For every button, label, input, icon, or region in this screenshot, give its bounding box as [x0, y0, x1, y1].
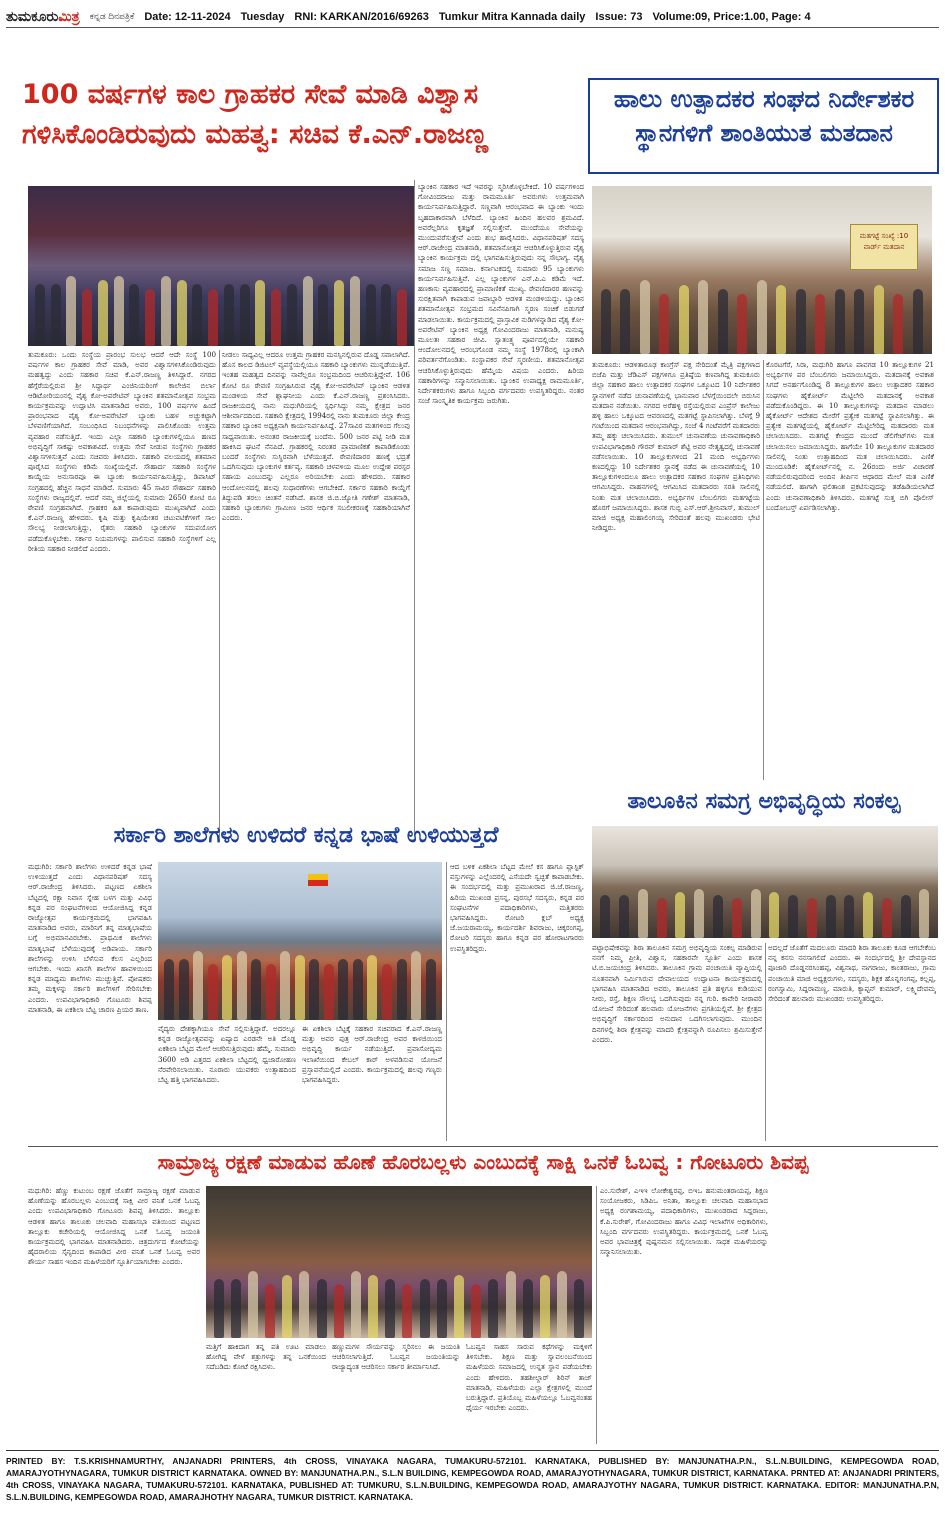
- issue-date: Date: 12-11-2024: [144, 10, 231, 23]
- polling-booth-sign: [850, 224, 918, 270]
- story5-column-3: ಹಣ್ಣುಮಗಳ ಸೌರ್ಯವನ್ನು ಸ್ಮರಿಸಲು ಈ ಜಯಂತಿ ಆಚರಿಸಲಾಗುತ್ತಿದೆ. ಓಬವ್ವನ ಜಯಂತಿಯನ್ನು ರಾಜ್ಯಾದ್ಯಂತ ಆಚರಿಸಲು ಸರ್ಕಾರ ತೀರ್ಮಾನಿಸಿದೆ.: [332, 1342, 460, 1372]
- story2-column-1: ತುಮಕೂರು: ಆಡಳಿತಾರೂಢ ಕಾಂಗ್ರೆಸ್ ಪಕ್ಷ ಸೇರಿದಂತೆ ಮೈತ್ರಿ ಪಕ್ಷಗಳಾದ ಬಿಜೆಪಿ ಮತ್ತು ಜೆಡಿಎಸ್ ಪಕ್ಷಗಳಿಗೂ ಪ್ರತಿಷ್ಠೆಯ ಕಣವಾಗಿದ್ದ ತುಮಕೂರು ಜಿಲ್ಲಾ ಸಹಕಾರ ಹಾಲು ಉತ್ಪಾದಕರ ಸಂಘಗಳ ಒಕ್ಕೂಟದ 10 ನಿರ್ದೇಶಕರ ಸ್ಥಾನಗಳಿಗೆ ನಡೆದ ಚುನಾವಣೆಯಲ್ಲಿ ಭಾನುವಾರ ಬೆಳಗ್ಗೆಯಿಂದಲೇ ಬಿರುಸಿನ ಮತದಾನ ನಡೆಯಿತು. ನಗರದ ಅರೆಹಳ್ಳಿ ರಸ್ತೆಯಲ್ಲಿರುವ ಎಂಪ್ರೆಸ್ ಕಾಲೇಜು ಹಳ್ಳಿ ಹಾಲು ಒಕ್ಕೂಟದ ಆವರಣದಲ್ಲಿ ಮತಗಟ್ಟೆ ಸ್ಥಾಪಿಸಲಾಗಿತ್ತು. ಬೆಳಗ್ಗೆ 9 ಗಂಟೆಯಿಂದ ಮತದಾನ ಆರಂಭವಾಗಿದ್ದು, ಸಂಜೆ 4 ಗಂಟೆವರೆಗೆ ಮತದಾರರು ತಮ್ಮ ಹಕ್ಕು ಚಲಾಯಿಸಿದರು. ತುಮುಲ್ ಚುನಾವಣೆಯ ಚುನಾವಣಾಧಿಕಾರಿ ಉಪವಿಭಾಗಾಧಿಕಾರಿ ಗೌರವ್ ಕುಮಾರ್ ಶೆಟ್ಟಿ ಅವರ ನೇತೃತ್ವದಲ್ಲಿ ಚುನಾವಣೆ ನಡೆಸಲಾಯಿತು. 10 ತಾಲ್ಲೂಕುಗಳಿಂದ 21 ಮಂದಿ ಅಭ್ಯರ್ಥಿಗಳು ಕಣದಲ್ಲಿದ್ದು 10 ನಿರ್ದೇಶಕರ ಸ್ಥಾನಕ್ಕೆ ನಡೆದ ಈ ಚುನಾವಣೆಯಲ್ಲಿ 10 ತಾಲ್ಲೂಕುಗಳಿಂದಲೂ ಹಾಲು ಉತ್ಪಾದಕರ ಸಹಕಾರ ಸಂಘಗಳ ಪ್ರತಿನಿಧಿಗಳು ಆಗಮಿಸಿದ್ದರು. ವಾಹನಗಳಲ್ಲಿ ಆಗಮಿಸಿದ ಮತದಾರರು ಸರತಿ ಸಾಲಿನಲ್ಲಿ ನಿಂತು ಮತ ಚಲಾಯಿಸಿದರು. ಅಭ್ಯರ್ಥಿಗಳ ಬೆಂಬಲಿಗರು ಮತಗಟ್ಟೆಯ ಹೊರಗೆ ಜಮಾಯಿಸಿದ್ದರು. ಶಾಸಕ ಗುಬ್ಬಿ ಎಸ್.ಆರ್.ಶ್ರೀನಿವಾಸ್, ತುಮುಲ್ ಮಾಜಿ ಅಧ್ಯಕ್ಷ ಮಹಾಲಿಂಗಯ್ಯ ಸೇರಿದಂತೆ ಹಲವು ಮುಖಂಡರು ಭೇಟಿ ನೀಡಿದ್ದರು.: [592, 360, 760, 533]
- story5-column-6: [772, 1186, 936, 1444]
- polling-sign-line2: ವಾರ್ಡ್ ಮತದಾನ: [863, 243, 905, 251]
- rni-number: RNI: KARKAN/2016/69263: [294, 10, 429, 23]
- column-divider: [596, 1186, 597, 1444]
- story4-column-4: ಆದ ಬಳಿಕ ಏಕಶಿಲಾ ಬೆಟ್ಟದ ಮೇಲೆ ಕಸ ಹಾಗೂ ಪ್ಲಾಸ್ಟಿಕ್ ವಸ್ತುಗಳನ್ನು ಎಲ್ಲೆಂದರಲ್ಲಿ ಎಸೆಯದೇ ಸ್ವಚ್ಛತೆ ಕಾಪಾಡಬೇಕು. ಈ ಸಂದರ್ಭದಲ್ಲಿ ಮತ್ತು ಪ್ರಮುಖರಾದ ಜಿ.ಜೆ.ರಾಜಣ್ಣ, ಹಿರಿಯ ಮುಖಂಡ ಪ್ರಸನ್ನ, ಪುರಸಭೆ ಸದಸ್ಯರು, ಕನ್ನಡ ಪರ ಸಂಘಟನೆಗಳ ಪದಾಧಿಕಾರಿಗಳು, ಮತ್ತಿತರರು ಭಾಗವಹಿಸಿದ್ದರು. ರೋಟರಿ ಕ್ಲಬ್ ಅಧ್ಯಕ್ಷ ಜೆ.ಜಯರಾಮಯ್ಯ, ಕಾರ್ಯದರ್ಶಿ ಶಿವರಾಜು, ಚಿಕ್ಕರಂಗಪ್ಪ, ರೋಟರಿ ಸದಸ್ಯರು ಹಾಗೂ ಕನ್ನಡ ಪರ ಹೋರಾಟಗಾರರು ಉಪಸ್ಥಿತರಿದ್ದರು.: [450, 862, 584, 953]
- masthead: [6, 6, 939, 28]
- section-divider: [28, 1146, 938, 1147]
- column-divider: [414, 180, 415, 837]
- tagline: ಕನ್ನಡ ದಿನಪತ್ರಿಕೆ: [89, 11, 135, 21]
- polling-sign-line1: ಮತಗಟ್ಟೆ ಸಂಖ್ಯೆ :10: [859, 232, 909, 240]
- story3-headline: ತಾಲೂಕಿನ ಸಮಗ್ರ ಅಭಿವೃದ್ಧಿಯ ಸಂಕಲ್ಪ: [627, 789, 901, 814]
- issue-day: Tuesday: [240, 10, 285, 23]
- issue-number: Issue: 73: [595, 10, 643, 23]
- story5-column-4: ಓಬವ್ವನ ಸಾಹಸ ಸಾರುವ ಕಥೆಗಳನ್ನು ಮಕ್ಕಳಿಗೆ ತಿಳಿಸಬೇಕು. ಶಿಕ್ಷಣ ಮತ್ತು ಸ್ವಾವಲಂಬನೆಯಿಂದ ಮಹಿಳೆಯರು ಸಮಾಜದಲ್ಲಿ ಉನ್ನತ ಸ್ಥಾನ ಪಡೆಯಬೇಕು ಎಂದು ಹೇಳಿದರು. ತಹಶೀಲ್ದಾರ್ ಶಿರಿನ್ ತಾಜ್ ಮಾತನಾಡಿ, ಮಹಿಳೆಯರು ಎಲ್ಲಾ ಕ್ಷೇತ್ರಗಳಲ್ಲಿ ಮುಂದೆ ಬರುತ್ತಿದ್ದಾರೆ. ಪ್ರತಿಯೊಬ್ಬ ಮಹಿಳೆಯಲ್ಲೂ ಓಬವ್ವನಂತಹ ಧೈರ್ಯ ಇರಬೇಕು ಎಂದರು.: [466, 1342, 592, 1413]
- logo-text-left: ತುಮಕೂರು: [6, 8, 59, 24]
- imprint-line: PRINTED BY: T.S.KRISHNAMURTHY, ANJANADRI PRINTERS, 4th CROSS, VINAYAKA NAGARA, TUMAKURU-572101. KARNATAKA, PUBLISHED BY: MANJUNATHA.P.N., S.L.N.BUILDING, KEMPEGOWDA ROAD, AMARAJYOTHYNAGARA, TUMKUR DISTRICT KARNATAKA. OWNED BY: MANJUNATHA.P.N., S.L.N BUILDING, KEMPEGOWDA ROAD, AMARAJYOTHYNAGARA, TUMKUR DISTRICT, KARNATAKA. PRNTED AT: ANJANADRI PRINTERS, 4th CROSS, VINAYAKA NAGARA, TUMAKURU-572101. KARNATAKA, PUBLISHED AT: TUMKURU, S.L.N.BUILDING, KEMPEGOWDA ROAD, AMARAJYOTHY NAGARA, TUMKUR DISTRICT. KARNATAKA. EDITOR: MANJUNATHA.P.N, S.L.N.BUILDING, KEMPEGOWDA ROAD, AMARAJHOTHY NAGARA, TUMKUR DISTRICT. KARNATAKA.: [6, 1450, 939, 1520]
- volume-price-page: Volume:09, Price:1.00, Page: 4: [652, 10, 811, 23]
- newspaper-logo: [6, 8, 80, 25]
- paper-name: Tumkur Mitra Kannada daily: [438, 10, 586, 23]
- story1-column-2: ನೀಡಲು ಸಾಧ್ಯವಿಲ್ಲ ಆದರೂ ಉತ್ತಮ ಗ್ರಾಹಕರ ಮನಸ್ಸಿನಲ್ಲಿರುವ ದೊಡ್ಡ ಸವಾಲಾಗಿದೆ. ಹೊಸ ಕಾಲದ ಡಿಜಿಟಲ್ ವ್ಯವಸ್ಥೆಯಲ್ಲಿಯೂ ಸಹಕಾರಿ ಬ್ಯಾಂಕುಗಳು ಮುನ್ನಡೆಯುತ್ತಿವೆ. ಇಂತಹ ಮಹತ್ವದ ದಿನವನ್ನು ನಾವೆಲ್ಲರೂ ಸಂಭ್ರಮದಿಂದ ಆಚರಿಸುತ್ತಿದ್ದೇವೆ. 106 ಕೋಟಿ ರೂ ಠೇವಣಿ ಸಂಗ್ರಹಿಸಿರುವ ವೈಶ್ಯ ಕೋ-ಅಪರೇಟಿವ್ ಬ್ಯಾಂಕಿನ ಆಡಳಿತ ಮಂಡಳಿಯ ಸೇವೆ ಶ್ಲಾಘನೀಯ ಎಂದು ಕೆ.ಎನ್.ರಾಜಣ್ಣ ಪ್ರಶಂಸಿಸಿದರು. ರಾಜಕೀಯದಲ್ಲಿ ನಾನು ಮಧುಗಿರಿಯಲ್ಲಿ ಸ್ಪರ್ಧಿಸಿದ್ದು ನಮ್ಮ ಕ್ಷೇತ್ರದ ಜನರ ಆಶೀರ್ವಾದದಿಂದ. ಸಹಕಾರಿ ಕ್ಷೇತ್ರದಲ್ಲಿ 1994ರಲ್ಲಿ ನಾನು ತುಮಕೂರು ಜಿಲ್ಲಾ ಕೇಂದ್ರ ಸಹಕಾರ ಬ್ಯಾಂಕಿನ ಅಧ್ಯಕ್ಷನಾಗಿ ಕಾರ್ಯನಿರ್ವಹಿಸಿದ್ದೆ. 27ಸಾವಿರ ಮತಗಳಿಂದ ಗೆಲುವು ಸಾಧ್ಯವಾಯಿತು. ಅನಂತರ ರಾಜಕೀಯಕ್ಕೆ ಬಂದೆನು. 500 ಜನರ ಪಟ್ಟಿ ನೀಡಿ ಮತ ಹಾಕಿಸಿದ ಘಟನೆ ನೆನಪಿದೆ. ಗ್ರಾಹಕರಲ್ಲಿ ನಿರಂತರ ಪ್ರಾಮಾಣಿಕತೆ ಕಾಪಾಡಿಕೊಂಡು ಬಂದರೆ ಸಂಸ್ಥೆಗಳು ಸುಸ್ಥಿರವಾಗಿ ಬೆಳೆಯುತ್ತವೆ. ಠೇವಣಿದಾರರ ಹಣಕ್ಕೆ ಭದ್ರತೆ ಒದಗಿಸುವುದು ಬ್ಯಾಂಕುಗಳ ಕರ್ತವ್ಯ. ಸಹಕಾರಿ ಚಳವಳಿಯ ಮೂಲ ಉದ್ದೇಶ ಪರಸ್ಪರ ಸಹಾಯ ಎಂಬುದನ್ನು ಎಲ್ಲರೂ ಅರಿಯಬೇಕು ಎಂದು ಹೇಳಿದರು. ಸಹಕಾರ ಆಂದೋಲನದಲ್ಲಿ ಹಲವು ಸುಧಾರಣೆಗಳು ಆಗಬೇಕಿದೆ. ಸರ್ಕಾರ ಸಹಕಾರಿ ಕಾಯ್ದೆಗೆ ತಿದ್ದುಪಡಿ ತರಲು ಚಿಂತನೆ ನಡೆಸಿದೆ. ಶಾಸಕ ಜಿ.ಬಿ.ಜ್ಯೋತಿ ಗಣೇಶ್ ಮಾತನಾಡಿ, ಸಹಕಾರಿ ಬ್ಯಾಂಕುಗಳು ಗ್ರಾಮೀಣ ಜನರ ಆರ್ಥಿಕ ಸಬಲೀಕರಣಕ್ಕೆ ಸಹಕಾರಿಯಾಗಿವೆ ಎಂದರು.: [222, 350, 410, 523]
- column-divider: [765, 943, 766, 1141]
- story5-headline: ಸಾಮ್ರಾಜ್ಯ ರಕ್ಷಣೆ ಮಾಡುವ ಹೊಣೆ ಹೊರಬಲ್ಲಳು ಎಂಬುದಕ್ಕೆ ಸಾಕ್ಷಿ ಒನಕೆ ಓಬವ್ವ : ಗೋಟೂರು ಶಿವಪ್ಪ: [157, 1150, 809, 1174]
- story1-photo-bank-centenary: [28, 186, 414, 346]
- story5-column-5: ಎಂ.ಸುರೇಶ್, ಎಇಇ ಲೋಕೇಶ್ವರಪ್ಪ, ಬಿಇಒ ಹನುಮಂತರಾಯಪ್ಪ, ಶಿಕ್ಷಣ ಸಂಯೋಜಕರು, ಸಿಡಿಪಿಒ ಅನಿತಾ, ತಾಲ್ಲೂಕು ಚಲವಾದಿ ಮಹಾಸಭಾದ ಅಧ್ಯಕ್ಷ ರಂಗಶಾಮಯ್ಯ, ಪದಾಧಿಕಾರಿಗಳು, ಮುಖಂಡರಾದ ಸಿದ್ದರಾಜು, ಕೆ.ಪಿ.ಸುರೇಶ್, ಗೋವಿಂದರಾಜು ಹಾಗೂ ವಿವಿಧ ಇಲಾಖೆಗಳ ಅಧಿಕಾರಿಗಳು, ಸಿಬ್ಬಂದಿ ವರ್ಗದವರು ಉಪಸ್ಥಿತರಿದ್ದರು. ಕಾರ್ಯಕ್ರಮದಲ್ಲಿ ಒನಕೆ ಓಬವ್ವ ಅವರ ಭಾವಚಿತ್ರಕ್ಕೆ ಪುಷ್ಪನಮನ ಸಲ್ಲಿಸಲಾಯಿತು. ಸಾಧಕ ಮಹಿಳೆಯರನ್ನು ಸನ್ಮಾನಿಸಲಾಯಿತು.: [600, 1186, 768, 1257]
- story4-photo-hilltop-group: [158, 862, 442, 1020]
- story4-headline: ಸರ್ಕಾರಿ ಶಾಲೆಗಳು ಉಳಿದರೆ ಕನ್ನಡ ಭಾಷೆ ಉಳಿಯುತ್ತದೆ: [113, 823, 499, 848]
- story5-photo-obavva-jayanti: [206, 1186, 592, 1338]
- story3-column-1: ಪಟ್ಟಾಭಿಷೇಕವನ್ನು ಶಿರಾ ತಾಲೂಕಿನ ಸಮಗ್ರ ಅಭಿವೃದ್ಧಿಯ ಸಂಕಲ್ಪ ಮಾಡಿರುವ ನನಗೆ ನಿಮ್ಮ ಪ್ರೀತಿ, ವಿಶ್ವಾಸ, ಸಹಕಾರವೇ ಸ್ಫೂರ್ತಿ ಎಂದು ಶಾಸಕ ಟಿ.ಬಿ.ಜಯಚಂದ್ರ ತಿಳಿಸಿದರು. ತಾಲೂಕಿನ ಗ್ರಾಮ ಪಂಚಾಯಿತಿ ವ್ಯಾಪ್ತಿಯಲ್ಲಿ ನೂತನವಾಗಿ ನಿರ್ಮಿಸಿರುವ ದೇವಾಲಯದ ಉದ್ಘಾಟನಾ ಕಾರ್ಯಕ್ರಮದಲ್ಲಿ ಭಾಗವಹಿಸಿ ಮಾತನಾಡಿದ ಅವರು, ತಾಲೂಕಿನ ಪ್ರತಿ ಹಳ್ಳಿಗೂ ಕುಡಿಯುವ ನೀರು, ರಸ್ತೆ, ಶಿಕ್ಷಣ ಸೌಲಭ್ಯ ಒದಗಿಸುವುದು ನನ್ನ ಗುರಿ. ಕಾವೇರಿ ನೀರಾವರಿ ಯೋಜನೆ ಸೇರಿದಂತೆ ಹಲವಾರು ಯೋಜನೆಗಳು ಪ್ರಗತಿಯಲ್ಲಿವೆ. ಶ್ರೀ ಕ್ಷೇತ್ರದ ಅಭಿವೃದ್ಧಿಗೆ ಸರ್ಕಾರದಿಂದ ಅನುದಾನ ಒದಗಿಸಲಾಗುವುದು. ಮುಂದಿನ ದಿನಗಳಲ್ಲಿ ಶಿರಾ ಕ್ಷೇತ್ರವನ್ನು ಮಾದರಿ ಕ್ಷೇತ್ರವನ್ನಾಗಿ ರೂಪಿಸಲು ಶ್ರಮಿಸುತ್ತೇನೆ ಎಂದರು.: [592, 943, 762, 1044]
- story1-column-1: ತುಮಕೂರು: ಒಂದು ಸಂಸ್ಥೆಯ ಪ್ರಾರಂಭ ಸುಲಭ ಆದರೆ ಆದೇ ಸಂಸ್ಥೆ 100 ವರ್ಷಗಳ ಕಾಲ ಗ್ರಾಹಕರ ಸೇವೆ ಮಾಡಿ, ಅವರ ವಿಶ್ವಾಸಗಳಿಸಿಕೊಂಡಿರುವುದು ಮಹತ್ವದ್ದು ಎಂದು ಸಹಕಾರ ಸಚಿವ ಕೆ.ಎನ್.ರಾಜಣ್ಣ ತಿಳಿಸಿದ್ದಾರೆ. ನಗರದ ಹೆಗ್ಗೆರೆಯಲ್ಲಿರುವ ಶ್ರೀ ಸಿದ್ದಾರ್ಥ ಎಂಜಿನಿಯರಿಂಗ್ ಕಾಲೇಜಿನ ಬಿರ್ಲಾ ಆಡಿಟೋರಿಯಂನಲ್ಲಿ ವೈಶ್ಯ ಕೋ-ಅಪರೇಟಿವ್ ಬ್ಯಾಂಕಿನ ಶತಮಾನೋತ್ಸವ ಸಂಭ್ರಮ ಕಾರ್ಯಕ್ರಮವನ್ನು ಉದ್ಘಾಟಿಸಿ ಮಾತನಾಡಿದ ಅವರು, 100 ವರ್ಷಗಳ ಹಿಂದೆ ಪ್ರಾರಂಭವಾದ ವೈಶ್ಯ ಕೋ-ಅಪರೇಟಿವ್ ಬ್ಯಾಂಕು ಬಹಳ ಅಚ್ಚುಕಟ್ಟಾಗಿ ಬೆಳವಣಿಗೆಯಾಗಿದೆ. ಸಂಬಂಧಿಸಿದ ನಿಬಂಧನೆಗಳನ್ನು ಪಾಲಿಸಿಕೊಂಡು ಉತ್ತಮ ವ್ಯವಹಾರ ನಡೆಸುತ್ತಿದೆ. ಇಂದು ಎಲ್ಲಾ ಸಹಕಾರಿ ಬ್ಯಾಂಕುಗಳಲ್ಲಿಯೂ ಹಣದ ಅಭಿವೃದ್ಧಿಗೆ ಸಾಕಷ್ಟು ಅವಕಾಶವಿದೆ. ಉತ್ತಮ ಸೇವೆ ನೀಡುವ ಸಂಸ್ಥೆಗಳು ಗ್ರಾಹಕರ ವಿಶ್ವಾಸಗಳಿಸುತ್ತವೆ ಎಂದು ಸಚಿವರು ತಿಳಿಸಿದರು. ಸಹಕಾರಿ ವಲಯದಲ್ಲಿ ಶತಮಾನ ಪೂರೈಸಿದ ಸಂಸ್ಥೆಗಳು ಕಡಿಮೆ ಸಂಖ್ಯೆಯಲ್ಲಿವೆ. ಸೌಹಾರ್ದ ಸಹಕಾರಿ ಸಂಸ್ಥೆಗಳ ಕಾಯ್ದೆಯ ಅನುಸಾರವೂ ಈ ಬ್ಯಾಂಕು ಕಾರ್ಯನಿರ್ವಹಿಸುತ್ತಿದ್ದು, ಡಿಪಾಸಿಟ್ ಸಂಗ್ರಹದಲ್ಲಿ ಹೆಚ್ಚಿನ ಸಾಧನೆ ಮಾಡಿದೆ. ಸುಮಾರು 45 ಸಾವಿರ ಸೌಹಾರ್ದ ಸಹಕಾರಿ ಸಂಸ್ಥೆಗಳು ರಾಜ್ಯದಲ್ಲಿವೆ. ಆದರೆ ನಮ್ಮ ಜಿಲ್ಲೆಯಲ್ಲಿ ಸುಮಾರು 2650 ಕೋಟಿ ರೂ ಠೇವಣಿ ಸಂಗ್ರಹವಾಗಿದೆ. ಗ್ರಾಹಕರ ಹಿತ ಕಾಪಾಡುವುದು ಮುಖ್ಯವಾಗಿದೆ ಎಂದು ಕೆ.ಎನ್.ರಾಜಣ್ಣ ಹೇಳಿದರು. ಕೃಷಿ ಮತ್ತು ಕೃಷಿಯೇತರ ಚಟುವಟಿಕೆಗಳಿಗೆ ಸಾಲ ಸೌಲಭ್ಯ ನೀಡಲಾಗುತ್ತಿದ್ದು, ರೈತರು ಸಹಕಾರಿ ಬ್ಯಾಂಕುಗಳ ಸದುಪಯೋಗ ಪಡೆದುಕೊಳ್ಳಬೇಕು. ಸರ್ಕಾರ ನಿಯಮಗಳನ್ನು ಪಾಲಿಸುವ ಸಹಕಾರಿ ಸಂಸ್ಥೆಗಳಿಗೆ ಎಲ್ಲ ರೀತಿಯ ಸಹಕಾರ ನೀಡಲಿದೆ ಎಂದರು.: [28, 350, 216, 553]
- story2-photo-voting-queue: [592, 186, 932, 354]
- story2-headline: [594, 84, 934, 170]
- story2-headline-line2: ಸ್ಥಾನಗಳಿಗೆ ಶಾಂತಿಯುತ ಮತದಾನ: [635, 119, 893, 147]
- story2-column-2: ಕೊರಟಗೆರೆ, ಸಿರಾ, ಮಧುಗಿರಿ ಹಾಗೂ ಪಾವಗಡ 10 ತಾಲ್ಲೂಕುಗಳ 21 ಅಭ್ಯರ್ಥಿಗಳ ಪರ ಬೆಂಬಲಿಗರು ಜಮಾಯಿಸಿದ್ದರು. ಮತದಾನಕ್ಕೆ ಅವಕಾಶ ಸಿಗದೆ ಅನರ್ಹಗೊಂಡಿದ್ದ 8 ತಾಲ್ಲೂಕುಗಳ ಹಾಲು ಉತ್ಪಾದಕರ ಸಹಕಾರ ಸಂಘಗಳು ಹೈಕೋರ್ಟ್ ಮೆಟ್ಟಿಲೇರಿ ಮತದಾನಕ್ಕೆ ಅವಕಾಶ ಪಡೆದುಕೊಂಡಿದ್ದರು. ಈ 10 ತಾಲ್ಲೂಕುಗಳನ್ನು ಮತದಾನ ಮಾಡಲು ಹೈಕೋರ್ಟ್ ಆದೇಶದ ಮೇರೆಗೆ ಪ್ರತ್ಯೇಕ ಮತಗಟ್ಟೆ ಸ್ಥಾಪಿಸಲಾಗಿತ್ತು. ಈ ಪ್ರತ್ಯೇಕ ಮತಗಟ್ಟೆಯಲ್ಲಿ ಹೈಕೋರ್ಟ್ ಮೆಟ್ಟಿಲೇರಿದ್ದ ಮತದಾರರು ಮತ ಚಲಾಯಿಸಿದರು. ಮತಗಟ್ಟೆ ಕೇಂದ್ರದ ಮುಂದೆ ಡೆಲಿಗೇಟ್‌ಗಳು ಮತ ಚಲಾಯಿಸಲು ಜಮಾಯಿಸಿದ್ದರು. ಹಾಗೆಯೇ 10 ತಾಲ್ಲೂಕುಗಳ ಮತದಾರರ ಸಾಲಿನಲ್ಲಿ ನಿಂತು ಉತ್ಸಾಹದಿಂದ ಮತ ಚಲಾಯಿಸಿದರು. ಎಣಿಕೆ ಮುಂದೂಡಿಕೆ: ಹೈಕೋರ್ಟ್‌ನಲ್ಲಿ ನ. 26ರಂದು ಅರ್ಜಿ ವಿಚಾರಣೆ ನಡೆಯಲಿರುವುದರಿಂದ ಅಂದಿನ ತೀರ್ಪಿನ ಆಧಾರದ ಮೇಲೆ ಮತ ಎಣಿಕೆ ನಡೆಯಲಿದೆ. ಹಾಗಾಗಿ ಫಲಿತಾಂಶ ಪ್ರಕಟಿಸುವುದನ್ನು ತಡೆಹಿಡಿಯಲಾಗಿದೆ ಎಂದು ಚುನಾವಣಾಧಿಕಾರಿ ತಿಳಿಸಿದರು. ಮತಗಟ್ಟೆ ಸುತ್ತ ಬಿಗಿ ಪೊಲೀಸ್ ಬಂದೋಬಸ್ತ್ ಏರ್ಪಡಿಸಲಾಗಿತ್ತು.: [766, 360, 934, 512]
- story4-column-1: ಮಧುಗಿರಿ: ಸರ್ಕಾರಿ ಶಾಲೆಗಳು ಉಳಿದರೆ ಕನ್ನಡ ಭಾಷೆ ಉಳಿಯುತ್ತದೆ ಎಂದು ವಿಧಾನಪರಿಷತ್ ಸದಸ್ಯ ಆರ್.ರಾಜೇಂದ್ರ ತಿಳಿಸಿದರು. ಪಟ್ಟಣದ ಏಕಶಿಲಾ ಬೆಟ್ಟದಲ್ಲಿ ರಕ್ಷಾ ನಿವಾಸ ಸ್ನೇಹ ಬಳಗ ಮತ್ತು ವಿವಿಧ ಕನ್ನಡ ಪರ ಸಂಘಟನೆಗಳಿಂದ ಆಯೋಜಿಸಿದ್ದ ಕನ್ನಡ ರಾಜ್ಯೋತ್ಸವ ಕಾರ್ಯಕ್ರಮದಲ್ಲಿ ಭಾಗವಹಿಸಿ ಮಾತನಾಡಿದ ಅವರು, ಮಾರಿನಿಗೆ ತನ್ನ ಮಾತೃಭಾಷೆಯ ಬಗ್ಗೆ ಅಭಿಮಾನವಿರಬೇಕು. ಪ್ರಾಥಮಿಕ ಶಾಲೆಗಳು ಮಾತೃಭಾಷೆ ಬೆಳೆಯುವುದಕ್ಕೆ ಅಡಿಪಾಯ. ಸರ್ಕಾರಿ ಶಾಲೆಗಳನ್ನು ಉಳಿಸಿ ಬೆಳೆಸುವ ಕೆಲಸ ಎಲ್ಲರಿಂದ ಆಗಬೇಕು. ಇಂದು ಖಾಸಗಿ ಶಾಲೆಗಳ ಹಾವಳಿಯಿಂದ ಕನ್ನಡ ಮಾಧ್ಯಮ ಶಾಲೆಗಳು ಮುಚ್ಚುತ್ತಿವೆ. ಪೋಷಕರು ತಮ್ಮ ಮಕ್ಕಳನ್ನು ಸರ್ಕಾರಿ ಶಾಲೆಗಳಿಗೆ ಸೇರಿಸಬೇಕು ಎಂದರು. ಉಪವಿಭಾಗಾಧಿಕಾರಿ ಗೊಟೂರು ಶಿವಪ್ಪ ಮಾತನಾಡಿ, ಈ ಏಕಶಿಲಾ ಬೆಟ್ಟ ಚಾರಣ ಪ್ರಿಯರ ತಾಣ.: [28, 862, 152, 1014]
- story2-headline-line1: ಹಾಲು ಉತ್ಪಾದಕರ ಸಂಘದ ನಿರ್ದೇಶಕರ: [613, 85, 915, 113]
- column-divider: [763, 360, 764, 780]
- story3-photo-temple-felicitation: [592, 826, 938, 938]
- story1-headline: [22, 78, 582, 168]
- story1-column-3: ಬ್ಯಾಂಕಿನ ಸಹಕಾರ ಇದೆ ಇವರನ್ನು ಸ್ಮರಿಸಿಕೊಳ್ಳಬೇಕಿದೆ. 10 ವರ್ಷಗಳಿಂದ ಗೋವಿಂದರಾಜು ಮತ್ತು ರಾಮಮೂರ್ತಿ ಅವರುಗಳು ಉತ್ತಮವಾಗಿ ಕಾರ್ಯನಿರ್ವಹಿಸುತ್ತಿದ್ದಾರೆ. ಸಣ್ಣವಾಗಿ ಆರಂಭವಾದ ಈ ಬ್ಯಾಂಕು ಇಂದು ಬೃಹದಾಕಾರವಾಗಿ ಬೆಳೆದಿದೆ. ಬ್ಯಾಂಕಿನ ಹಿಂದಿನ ಹಲವರ ಶ್ರಮವಿದೆ. ಅವರೆಲ್ಲರಿಗೂ ಕೃತಜ್ಞತೆ ಸಲ್ಲಿಸುತ್ತೇವೆ. ಮುಂದೆಯೂ ಸೇವೆಯನ್ನು ಮುಂದುವರೆಸುತ್ತೇವೆ ಎಂದು ಶುಭ ಹಾರೈಸಿದರು. ವಿಧಾನಪರಿಷತ್ ಸದಸ್ಯ ಆರ್.ರಾಜೇಂದ್ರ ಮಾತನಾಡಿ, ಶತಮಾನೋತ್ಸವ ಆಚರಿಸಿಕೊಳ್ಳುತ್ತಿರುವ ವೈಶ್ಯ ಬ್ಯಾಂಕಿನ ಕಾರ್ಯಕ್ರಮ ದಲ್ಲಿ ಭಾಗವಹಿಸುತ್ತಿರುವುದು ನನ್ನ ಸೌಭಾಗ್ಯ. ವೈಶ್ಯ ಸಮಾಜ ಸಣ್ಣ ಸಮಾಜ. ಕರ್ನಾಟಕದಲ್ಲಿ ಸುಮಾರು 95 ಬ್ಯಾಂಕುಗಳು ಕಾರ್ಯನಿರ್ವಹಿಸುತ್ತಿವೆ. ಎಲ್ಲ ಬ್ಯಾಂಕುಗಳ ಎನ್.ಪಿ.ಎ ಕಡಿಮೆ ಇದೆ. ಹಣಕಾಸು ವ್ಯವಹಾರದಲ್ಲಿ ಪ್ರಾಮಾಣಿಕತೆ ಮುಖ್ಯ. ಠೇವಣಿದಾರರ ಹಣವನ್ನು ಸುರಕ್ಷಿತವಾಗಿ ಕಾಪಾಡುವ ಜವಾಬ್ದಾರಿ ಆಡಳಿತ ಮಂಡಳಿಯದ್ದು. ಬ್ಯಾಂಕಿನ ಶತಮಾನೋತ್ಸವ ಸಂಭ್ರಮದ ಸವಿನೆನಪಿಗಾಗಿ ಸ್ಮರಣ ಸಂಚಿಕೆ ಬಿಡುಗಡೆ ಮಾಡಲಾಯಿತು. ಕಾರ್ಯಕ್ರಮದಲ್ಲಿ ಪ್ರಾಸ್ತಾವಿಕ ನುಡಿಗಳನ್ನಾಡಿದ ವೈಶ್ಯ ಕೋ-ಅಪರೇಟಿವ್ ಬ್ಯಾಂಕಿನ ಅಧ್ಯಕ್ಷ ಗೋವಿಂದರಾಜು ಮಾತನಾಡಿ, ಮನುಷ್ಯ ಮೂಲತಃ ಸಹಕಾರ ಜೀವಿ. ಸ್ವಾತಂತ್ರ್ಯ ಪೂರ್ವದಲ್ಲಿಯೇ ಸಹಕಾರಿ ಆಂದೋಲನದಲ್ಲಿ ಆರಂಭಗೊಂಡ ನಮ್ಮ ಸಂಸ್ಥೆ 1978ರಲ್ಲಿ ಬ್ಯಾಂಕಾಗಿ ಪರಿವರ್ತನೆಗೊಂಡಿತು. ಸಂಸ್ಥಾಪಕರ ಸೇವೆ ಸ್ಮರಣೀಯ. ಶತಮಾನೋತ್ಸವ ಆಚರಿಸಿಕೊಳ್ಳುತ್ತಿರುವುದು ಹೆಮ್ಮೆಯ ವಿಷಯ ಎಂದರು. ಹಿರಿಯ ಸಹಕಾರಿಗಳನ್ನು ಸನ್ಮಾನಿಸಲಾಯಿತು. ಬ್ಯಾಂಕಿನ ಉಪಾಧ್ಯಕ್ಷ ರಾಮಮೂರ್ತಿ, ನಿರ್ದೇಶಕರುಗಳು ಹಾಗೂ ಸಿಬ್ಬಂದಿ ವರ್ಗದವರು ಉಪಸ್ಥಿತರಿದ್ದರು. ನಂತರ ಸಂಜೆ ಸಾಂಸ್ಕೃತಿಕ ಕಾರ್ಯಕ್ರಮ ಜರುಗಿತು.: [418, 182, 584, 406]
- story3-column-2: ಅದಲ್ಲದೆ ಜೊತೆಗೆ ಮದಲೂರು ಮಾದರಿ ಶಿರಾ ತಾಲೂಕು ಕೂಡ ಆಗಬೇಕೆಂಬ ನನ್ನ ಕನಸು ನನಸಾಗಲಿದೆ ಎಂದರು. ಈ ಸಂದರ್ಭದಲ್ಲಿ ಶ್ರೀ ದೇವಸ್ಥಾನದ ಪೂಜಾರಿ ದೊಡ್ಡನರಸಿಂಹಪ್ಪ, ವಿಶ್ವನಾಥ, ನಾಗರಾಜು, ಕಾಂತರಾಜು, ಗ್ರಾಮ ಪಂಚಾಯಿತಿ ಮಾಜಿ ಅಧ್ಯಕ್ಷರುಗಳು, ಸದಸ್ಯರು, ಶಿಕ್ಷಕ ಹೊನ್ನಗಂಗಪ್ಪ, ಕಲ್ಲಪ್ಪ, ರಂಗಸ್ವಾಮಿ, ಸಿದ್ದರಾಮಣ್ಣ, ಮಾರುತಿ, ಕ್ಯಾಪ್ಟನ್ ಕುಮಾರ್, ಲಕ್ಷ್ಮಿದೇವಮ್ಮ ಸೇರಿದಂತೆ ಹಲವಾರು ಮುಖಂಡರು ಉಪಸ್ಥಿತರಿದ್ದರು.: [768, 943, 936, 1004]
- story4-column-3: ಈ ಏಕಶಿಲಾ ಬೆಟ್ಟಕ್ಕೆ ಸಹಕಾರ ಸಚಿವರಾದ ಕೆ.ಎನ್.ರಾಜಣ್ಣ ಮತ್ತು ಅವರ ಪುತ್ರ ಆರ್.ರಾಜೇಂದ್ರ ಅವರ ಕಾಳಜಿಯಿಂದ ಅಭಿವೃದ್ಧಿ ಕಾರ್ಯ ನಡೆಯುತ್ತಿದೆ. ಪ್ರವಾಸೋದ್ಯಮ ಇಲಾಖೆಯಿಂದ ಕೇಬಲ್ ಕಾರ್ ಅಳವಡಿಸುವ ಯೋಜನೆ ಪ್ರಸ್ತಾವನೆಯಲ್ಲಿದೆ ಎಂದರು. ಕಾರ್ಯಕ್ರಮದಲ್ಲಿ ಹಲವು ಗಣ್ಯರು ಭಾಗವಹಿಸಿದ್ದರು.: [302, 1024, 442, 1085]
- story4-column-2: ವೈದ್ಯರು ದೇಶಕ್ಕಾಗಿಯೂ ಸೇವೆ ಸಲ್ಲಿಸುತ್ತಿದ್ದಾರೆ. ಅದರಲ್ಲೂ ಕನ್ನಡ ರಾಜ್ಯೋತ್ಸವವನ್ನು ಏಷ್ಯಾದ ಎರಡನೇ ಅತಿ ದೊಡ್ಡ ಏಕಶಿಲಾ ಬೆಟ್ಟದ ಮೇಲೆ ಆಚರಿಸುತ್ತಿರುವುದು ಹೆಮ್ಮೆ. ಸುಮಾರು 3600 ಅಡಿ ಎತ್ತರದ ಏಕಶಿಲಾ ಬೆಟ್ಟದಲ್ಲಿ ಧ್ವಜಾರೋಹಣ ನೆರವೇರಿಸಲಾಯಿತು. ನೂರಾರು ಯುವಕರು ಉತ್ಸಾಹದಿಂದ ಬೆಟ್ಟ ಹತ್ತಿ ಭಾಗವಹಿಸಿದರು.: [158, 1024, 296, 1085]
- story5-column-2: ಮತ್ತಿಗೆ ಹಾಕಿದಾಗ ತನ್ನ ಪತಿ ಊಟ ಮಾಡಲು ಹೋಗಿದ್ದ ವೇಳೆ ಶತ್ರುಗಳನ್ನು ತನ್ನ ಒನಕೆಯಿಂದ ಸದೆಬಡಿದು ಕೋಟೆ ರಕ್ಷಿಸಿದಳು.: [206, 1342, 326, 1372]
- story1-headline-line1: 100 ವರ್ಷಗಳ ಕಾಲ ಗ್ರಾಹಕರ ಸೇವೆ ಮಾಡಿ ವಿಶ್ವಾಸ: [22, 79, 479, 110]
- column-divider: [446, 862, 447, 1141]
- kannada-flag: [308, 874, 328, 886]
- story5-column-1: ಮಧುಗಿರಿ: ಹೆಣ್ಣು ಕುಟುಂಬ ರಕ್ಷಣೆ ಜೊತೆಗೆ ಸಾಮ್ರಾಜ್ಯ ರಕ್ಷಣೆ ಮಾಡುವ ಹೊಣೆಯನ್ನು ಹೊರಬಲ್ಲಳು ಎಂಬುದಕ್ಕೆ ಸಾಕ್ಷಿ ವೀರ ವನಿತೆ ಒನಕೆ ಓಬವ್ವ ಎಂದು ಉಪವಿಭಾಗಾಧಿಕಾರಿ ಗೋಟೂರು ಶಿವಪ್ಪ ತಿಳಿಸಿದರು. ತಾಲ್ಲೂಕು ಆಡಳಿತ ಹಾಗೂ ತಾಲೂಕು ಚಲವಾದಿ ಮಹಾಸಭಾ ವತಿಯಿಂದ ಪಟ್ಟಣದ ತಾಲ್ಲೂಕು ಕಚೇರಿಯಲ್ಲಿ ಆಯೋಜಿಸಿದ್ದ ಒನಕೆ ಓಬವ್ವ ಜಯಂತಿ ಕಾರ್ಯಕ್ರಮದಲ್ಲಿ ಭಾಗವಹಿಸಿ ಮಾತನಾಡಿದರು. ಚಿತ್ರದುರ್ಗದ ಕೋಟೆಯನ್ನು ಹೈದರಾಲಿಯ ಸೈನ್ಯದಿಂದ ಕಾಪಾಡಿದ ವೀರ ವನಿತೆ ಒನಕೆ ಓಬವ್ವ ಅವರ ಶೌರ್ಯ ಸಾಹಸ ಇಂದಿನ ಮಹಿಳೆಯರಿಗೆ ಸ್ಫೂರ್ತಿಯಾಗಬೇಕು ಎಂದರು.: [28, 1186, 200, 1267]
- logo-text-right: ಮಿತ್ರ: [58, 8, 80, 24]
- story1-headline-line2: ಗಳಿಸಿಕೊಂಡಿರುವುದು ಮಹತ್ವ: ಸಚಿವ ಕೆ.ಎನ್.ರಾಜಣ್ಣ: [22, 118, 489, 150]
- column-divider: [219, 350, 220, 837]
